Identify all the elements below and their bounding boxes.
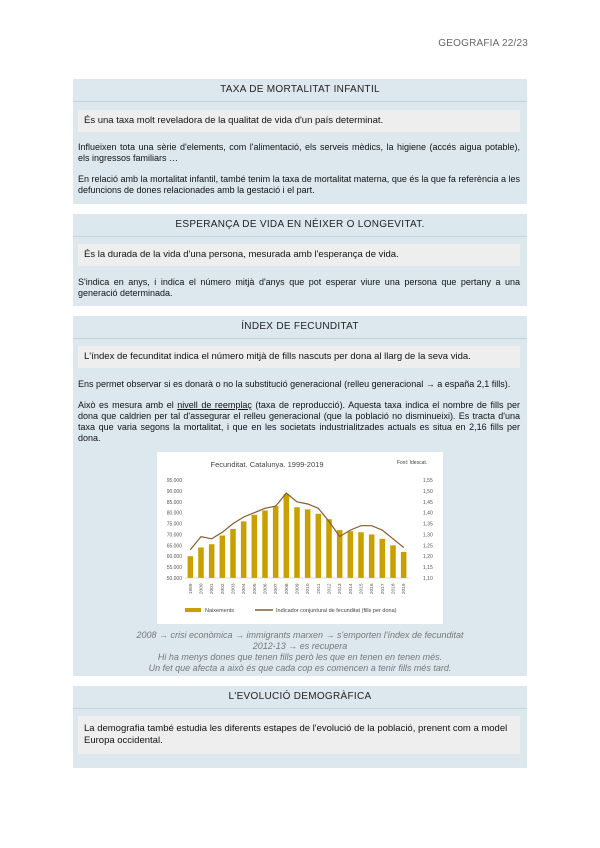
x-tick-label: 2015 xyxy=(359,583,365,595)
fecundity-chart xyxy=(157,452,443,624)
section-title: ESPERANÇA DE VIDA EN NÉIXER O LONGEVITAT. xyxy=(73,214,527,237)
x-tick-label: 2004 xyxy=(242,583,248,595)
paragraph: Ens permet observar si es donarà o no la substitució generacional (relleu generacional → a españa 2,1 fills). xyxy=(78,379,511,389)
y-right-tick-label: 1,20 xyxy=(423,554,433,561)
section-title: TAXA DE MORTALITAT INFANTIL xyxy=(73,79,527,102)
x-tick-label: 2012 xyxy=(327,583,333,595)
x-tick-label: 2007 xyxy=(274,583,280,595)
bar-naixements xyxy=(198,548,204,578)
y-right-tick-label: 1,55 xyxy=(423,478,433,484)
y-left-tick-label: 95.000 xyxy=(166,478,182,484)
x-tick-label: 2002 xyxy=(220,583,226,595)
y-left-tick-label: 70.000 xyxy=(166,532,182,539)
x-tick-label: 2017 xyxy=(380,583,386,595)
x-tick-label: 2018 xyxy=(391,583,397,595)
legend-label-indicador: Indicador conjuntural de fecunditat (fills per dona) xyxy=(276,608,397,614)
chart-caption-line3: Hi ha menys dones que tenen fills però les que en tenen en tenen més. xyxy=(157,652,443,662)
y-left-tick-label: 50.000 xyxy=(166,576,182,582)
reemplac-term: nivell de reemplaç xyxy=(177,400,252,410)
bar-naixements xyxy=(348,531,354,578)
x-tick-label: 2011 xyxy=(316,583,322,594)
paragraph: Influeixen tota una sèrie d'elements, com l'alimentació, els serveis mèdics, la higiene (accés aigua potable), els ingressos familiars … xyxy=(78,142,520,163)
paragraph: S'indica en anys, i indica el número mitjà d'anys que pot esperar viure una persona que pertany a una generació determinada. xyxy=(78,277,520,298)
x-tick-label: 2006 xyxy=(263,583,269,595)
y-right-tick-label: 1,30 xyxy=(423,532,433,539)
y-left-tick-label: 65.000 xyxy=(166,543,182,550)
bar-naixements xyxy=(305,509,311,578)
section-title: ÍNDEX DE FECUNDITAT xyxy=(73,316,527,339)
x-tick-label: 2000 xyxy=(199,583,205,595)
chart-caption-line2: 2012-13 → es recupera xyxy=(252,641,348,651)
y-right-tick-label: 1,50 xyxy=(423,488,433,495)
text: (taxa de reproducció). Aquesta taxa indica el nombre de fills per dona que caldrien per tal d'assegurar el relleu generacional (que la població no disminueixi). Es tracta d'una taxa que varia segons la mortalitat, i que en les societats industrialitzades actuals es situa en 2,16 fills per dona. xyxy=(78,400,520,443)
chart-caption-line4: Un fet que afecta a això és que cada cop es comencen a tenir fills més tard. xyxy=(148,663,452,673)
y-right-tick-label: 1,10 xyxy=(423,576,433,582)
definition-callout: És una taxa molt reveladora de la qualitat de vida d'un país determinat. xyxy=(78,110,520,132)
bar-naixements xyxy=(241,521,247,578)
bar-naixements xyxy=(358,532,364,578)
x-tick-label: 2001 xyxy=(210,583,216,595)
paragraph-reemplac xyxy=(78,400,520,444)
y-left-tick-label: 90.000 xyxy=(166,488,182,495)
y-left-tick-label: 55.000 xyxy=(166,565,182,572)
bar-naixements xyxy=(230,529,236,578)
bar-naixements xyxy=(273,506,279,578)
bar-naixements xyxy=(220,536,226,578)
y-right-tick-label: 1,15 xyxy=(423,565,433,572)
chart-caption-line1: 2008 → crisi econòmica → immigrants marxen → s'emporten l'índex de fecunditat xyxy=(136,630,464,640)
bar-naixements xyxy=(316,514,322,578)
x-tick-label: 2005 xyxy=(252,583,258,595)
bar-naixements xyxy=(188,556,194,578)
x-tick-label: 2016 xyxy=(370,583,376,595)
definition-callout: És la durada de la vida d'una persona, mesurada amb l'esperança de vida. xyxy=(78,244,520,266)
legend-label-naixements: Naixements xyxy=(205,608,235,614)
legend-swatch-naixements xyxy=(185,608,201,612)
y-right-tick-label: 1,35 xyxy=(423,521,433,528)
page-header: GEOGRAFIA 22/23 xyxy=(438,38,528,49)
y-right-tick-label: 1,25 xyxy=(423,543,433,550)
bar-naixements xyxy=(262,510,268,578)
chart-source: Font: Idescat. xyxy=(396,460,428,466)
y-left-tick-label: 60.000 xyxy=(166,554,182,561)
y-left-tick-label: 80.000 xyxy=(166,510,182,517)
x-tick-label: 1999 xyxy=(188,583,194,595)
chart-title: Fecunditat. Catalunya. 1999-2019 xyxy=(210,460,324,469)
x-tick-label: 2008 xyxy=(284,583,290,595)
bar-naixements xyxy=(401,552,407,578)
y-right-tick-label: 1,45 xyxy=(423,499,433,506)
section-title: L'EVOLUCIÓ DEMOGRÀFICA xyxy=(73,686,527,709)
x-tick-label: 2013 xyxy=(338,583,344,595)
bar-naixements xyxy=(294,507,300,578)
bar-naixements xyxy=(390,545,396,578)
x-tick-label: 2014 xyxy=(348,583,354,595)
x-tick-label: 2019 xyxy=(402,583,408,595)
bar-naixements xyxy=(369,534,375,578)
bar-naixements xyxy=(252,515,258,578)
bar-naixements xyxy=(209,544,215,578)
text: Això es mesura amb el xyxy=(78,400,178,410)
paragraph: En relació amb la mortalitat infantil, també tenim la taxa de mortalitat materna, que és la que fa referència a les defuncions de dones relacionades amb la gestació i el part. xyxy=(78,174,520,195)
bar-naixements xyxy=(284,494,290,578)
y-left-tick-label: 75.000 xyxy=(166,521,182,528)
bar-naixements xyxy=(380,539,386,578)
definition-callout: La demografia també estudia les diferents estapes de l'evolució de la població, prenent com a model Europa occidental. xyxy=(78,716,520,754)
x-tick-label: 2003 xyxy=(231,583,237,595)
y-right-tick-label: 1,40 xyxy=(423,510,433,517)
definition-callout: L'índex de fecunditat indica el número mitjà de fills nascuts per dona al llarg de la seva vida. xyxy=(78,346,520,368)
x-tick-label: 2009 xyxy=(295,583,301,595)
x-tick-label: 2010 xyxy=(306,583,312,595)
bar-naixements xyxy=(326,519,332,578)
y-left-tick-label: 85.000 xyxy=(166,499,182,506)
